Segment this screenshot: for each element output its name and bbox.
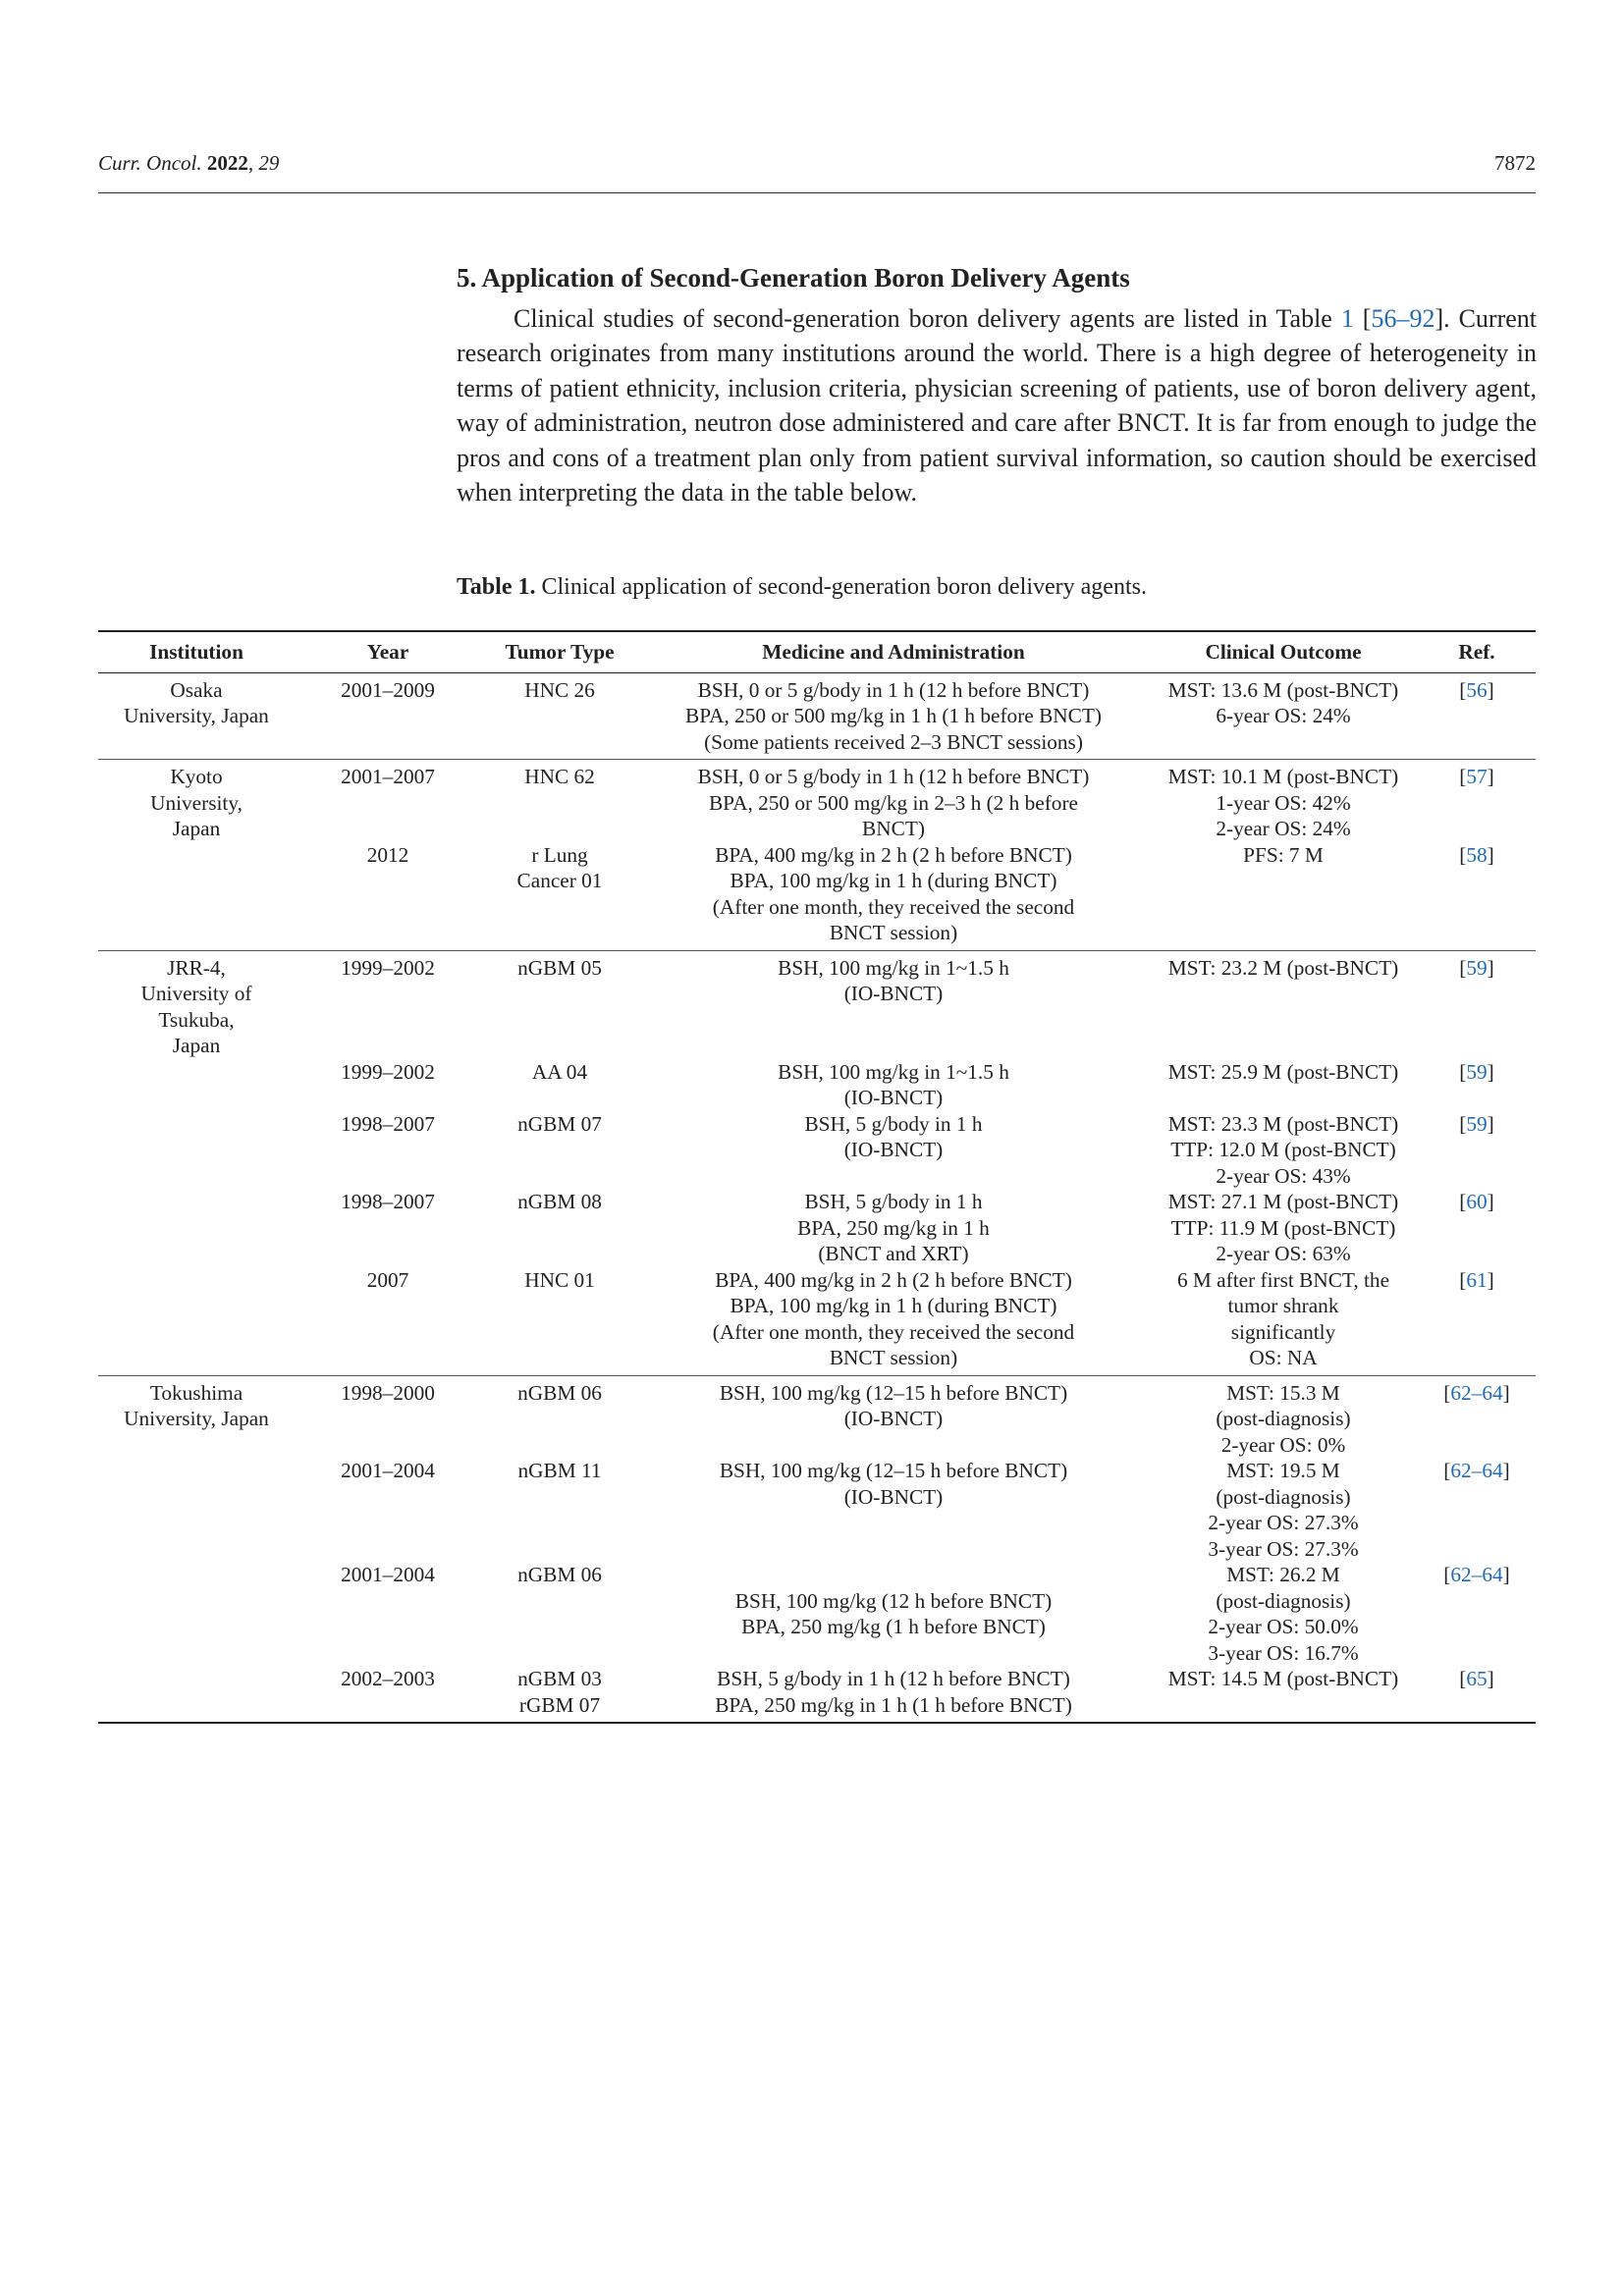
- citation-link[interactable]: 57: [1466, 765, 1488, 788]
- cell-outcome: [1149, 842, 1418, 951]
- cell-tumor-type: [481, 1375, 638, 1458]
- table-row: [98, 1562, 1536, 1666]
- cell-tumor-type: [481, 1189, 638, 1267]
- citation-link[interactable]: 62–64: [1450, 1459, 1503, 1482]
- bracket-close: ].: [1435, 304, 1450, 333]
- cell-line: (IO-BNCT): [843, 982, 944, 1005]
- cell-line: MST: 10.1 M (post-BNCT): [1167, 765, 1399, 788]
- header-medicine: Medicine and Administration: [638, 631, 1149, 672]
- cell-line: 3-year OS: 27.3%: [1208, 1536, 1359, 1561]
- ref-bracket-close: ]: [1487, 1267, 1494, 1292]
- ref-bracket-open: [: [1459, 1267, 1467, 1292]
- cell-ref: [1418, 672, 1536, 760]
- cell-line: BSH, 100 mg/kg in 1~1.5 h: [778, 955, 1009, 980]
- ref-bracket-close: ]: [1502, 1459, 1510, 1482]
- cell-year: 1998–2007: [341, 1111, 435, 1136]
- header-institution: Institution: [98, 631, 295, 672]
- cell-line: HNC 01: [524, 1267, 595, 1292]
- cell-ref: [1418, 1059, 1536, 1111]
- cell-outcome: [1149, 1375, 1418, 1458]
- cell-institution: [98, 1666, 295, 1723]
- cell-year: 2001–2007: [295, 760, 481, 842]
- cell-line: 2-year OS: 63%: [1216, 1242, 1351, 1265]
- cell-ref: [1418, 1111, 1536, 1190]
- ref-bracket-open: [: [1443, 1563, 1451, 1586]
- journal-year: 2022: [206, 151, 248, 175]
- cell-tumor-type: [481, 950, 638, 1059]
- table-row: [98, 1267, 1536, 1376]
- cell-year: 1999–2002: [341, 1059, 435, 1084]
- cell-line: nGBM 05: [517, 955, 602, 980]
- citation-link[interactable]: 62–64: [1450, 1380, 1503, 1405]
- cell-line: (post-diagnosis): [1216, 1407, 1351, 1430]
- table-row: [98, 1375, 1536, 1458]
- ref-bracket-open: [: [1459, 1667, 1467, 1690]
- cell-outcome: [1149, 1059, 1418, 1111]
- cell-line: MST: 13.6 M (post-BNCT): [1167, 677, 1399, 702]
- cell-outcome: [1149, 1111, 1418, 1190]
- cell-line: Japan: [172, 817, 221, 840]
- cell-line: BSH, 100 mg/kg (12–15 h before BNCT): [719, 1380, 1068, 1405]
- ref-bracket-open: [: [1459, 1190, 1467, 1213]
- cell-line: (BNCT and XRT): [818, 1242, 969, 1265]
- citation-link[interactable]: 59: [1466, 955, 1488, 980]
- cell-line: MST: 14.5 M (post-BNCT): [1167, 1667, 1399, 1690]
- cell-line: BPA, 400 mg/kg in 2 h (2 h before BNCT): [715, 842, 1072, 867]
- cell-line: nGBM 06: [517, 1563, 602, 1586]
- section-heading: 5. Application of Second-Generation Boron Delivery Agents: [457, 263, 1130, 293]
- header-clinical-outcome: Clinical Outcome: [1149, 631, 1418, 672]
- ref-bracket-close: ]: [1487, 1190, 1494, 1213]
- cell-outcome: [1149, 1562, 1418, 1666]
- citation-link[interactable]: 59: [1466, 1059, 1488, 1084]
- citation-link[interactable]: 56: [1466, 677, 1488, 702]
- cell-institution: [98, 1111, 295, 1190]
- cell-line: BNCT session): [829, 1346, 958, 1369]
- table-row: [98, 760, 1536, 842]
- cell-institution: [98, 672, 295, 760]
- citation-link[interactable]: 58: [1466, 842, 1488, 867]
- cell-year: 1999–2002: [295, 950, 481, 1059]
- table-1-link[interactable]: 1: [1340, 304, 1354, 333]
- table-row: [98, 950, 1536, 1059]
- cell-line: MST: 23.3 M (post-BNCT): [1167, 1111, 1399, 1136]
- cell-line: tumor shrank: [1227, 1294, 1339, 1317]
- cell-line: BPA, 250 mg/kg in 1 h: [797, 1215, 990, 1240]
- ref-bracket-open: [: [1459, 677, 1467, 702]
- cell-line: BPA, 250 or 500 mg/kg in 1 h (1 h before BNCT): [685, 704, 1102, 727]
- cell-year: 2007: [366, 1267, 409, 1292]
- citation-link[interactable]: 62–64: [1450, 1563, 1503, 1586]
- cell-ref: [1418, 950, 1536, 1059]
- cell-line: BSH, 100 mg/kg (12 h before BNCT): [734, 1588, 1053, 1613]
- ref-bracket-open: [: [1459, 1111, 1467, 1136]
- cell-line: MST: 25.9 M (post-BNCT): [1167, 1059, 1399, 1084]
- cell-line: 2-year OS: 27.3%: [1208, 1511, 1359, 1534]
- cell-line: (After one month, they received the second: [712, 894, 1075, 919]
- cell-line: (IO-BNCT): [843, 1086, 944, 1109]
- section-paragraph: [457, 301, 1537, 509]
- cell-line: MST: 23.2 M (post-BNCT): [1167, 955, 1399, 980]
- table-header-row: [98, 631, 1536, 672]
- cell-line: BSH, 100 mg/kg in 1~1.5 h: [778, 1059, 1009, 1084]
- cell-line: OS: NA: [1249, 1346, 1318, 1369]
- table-row: [98, 1458, 1536, 1562]
- ref-bracket-open: [: [1459, 842, 1467, 867]
- header-year: Year: [295, 631, 481, 672]
- cell-ref: [1418, 760, 1536, 842]
- header-ref: Ref.: [1418, 631, 1536, 672]
- cell-ref: [1418, 842, 1536, 951]
- citation-link-56-92[interactable]: 56–92: [1371, 304, 1435, 333]
- ref-bracket-close: ]: [1487, 842, 1494, 867]
- cell-outcome: [1149, 950, 1418, 1059]
- cell-ref: [1418, 1189, 1536, 1267]
- cell-outcome: [1149, 760, 1418, 842]
- cell-line: (IO-BNCT): [843, 1484, 944, 1509]
- cell-tumor-type: [481, 1562, 638, 1666]
- cell-line: 1-year OS: 42%: [1216, 790, 1351, 815]
- cell-medicine: [638, 842, 1149, 951]
- cell-line: (IO-BNCT): [843, 1138, 944, 1161]
- cell-line: University,: [150, 790, 243, 815]
- caption-label: Table 1.: [457, 574, 536, 600]
- cell-tumor-type: [481, 1111, 638, 1190]
- cell-line: BPA, 100 mg/kg in 1 h (during BNCT): [730, 869, 1057, 892]
- cell-institution: [98, 1458, 295, 1562]
- cell-line: MST: 26.2 M: [1226, 1563, 1340, 1586]
- journal-abbrev: Curr. Oncol.: [98, 151, 202, 175]
- cell-outcome: [1149, 1666, 1418, 1723]
- cell-line: TTP: 11.9 M (post-BNCT): [1170, 1215, 1396, 1240]
- cell-line: 2-year OS: 50.0%: [1208, 1615, 1359, 1638]
- cell-line: BNCT session): [829, 921, 958, 944]
- ref-bracket-close: ]: [1502, 1563, 1510, 1586]
- cell-line: BSH, 5 g/body in 1 h (12 h before BNCT): [717, 1667, 1070, 1690]
- header-tumor-type: Tumor Type: [481, 631, 638, 672]
- cell-line: AA 04: [531, 1059, 588, 1084]
- ref-bracket-open: [: [1459, 765, 1467, 788]
- cell-line: BPA, 250 mg/kg (1 h before BNCT): [741, 1615, 1046, 1638]
- cell-medicine: [638, 1375, 1149, 1458]
- ref-bracket-close: ]: [1487, 955, 1494, 980]
- cell-line: 6-year OS: 24%: [1216, 704, 1351, 727]
- cell-institution: [98, 1189, 295, 1267]
- table-row: [98, 1189, 1536, 1267]
- cell-medicine: [638, 1267, 1149, 1376]
- cell-medicine: [638, 1562, 1149, 1666]
- cell-institution: [98, 842, 295, 951]
- cell-line: rGBM 07: [518, 1692, 601, 1717]
- cell-line: Tsukuba,: [158, 1007, 235, 1032]
- cell-line: University, Japan: [124, 1407, 269, 1430]
- cell-line: Tokushima: [149, 1380, 244, 1405]
- cell-year: 2001–2004: [341, 1459, 435, 1482]
- journal-volume: 29: [258, 151, 280, 175]
- cell-line: 3-year OS: 16.7%: [1208, 1640, 1359, 1665]
- cell-line: BSH, 0 or 5 g/body in 1 h (12 h before BNCT): [697, 765, 1090, 788]
- cell-line: University, Japan: [124, 704, 269, 727]
- ref-bracket-close: ]: [1487, 677, 1494, 702]
- citation-link[interactable]: 59: [1466, 1111, 1488, 1136]
- cell-line: BPA, 100 mg/kg in 1 h (during BNCT): [730, 1294, 1057, 1317]
- table-row: [98, 1111, 1536, 1190]
- cell-line: r Lung: [531, 842, 588, 867]
- ref-bracket-open: [: [1443, 1459, 1451, 1482]
- cell-line: MST: 27.1 M (post-BNCT): [1167, 1190, 1399, 1213]
- cell-line: nGBM 08: [517, 1190, 602, 1213]
- cell-institution: [98, 1375, 295, 1458]
- cell-year: 2001–2009: [341, 677, 435, 702]
- ref-bracket-close: ]: [1502, 1380, 1510, 1405]
- cell-year: 1998–2007: [341, 1190, 435, 1213]
- journal-citation: Curr. Oncol. 2022, 29: [98, 151, 280, 175]
- table-row: [98, 672, 1536, 760]
- cell-year: 2002–2003: [295, 1666, 481, 1723]
- caption-text: Clinical application of second-generation boron delivery agents.: [535, 574, 1147, 600]
- cell-tumor-type: [481, 672, 638, 760]
- cell-line: BPA, 400 mg/kg in 2 h (2 h before BNCT): [715, 1267, 1072, 1292]
- cell-line: 2-year OS: 24%: [1216, 817, 1351, 840]
- table-body: [98, 672, 1536, 1723]
- cell-institution: [98, 950, 295, 1059]
- cell-line: nGBM 03: [517, 1667, 602, 1690]
- cell-line: significantly: [1230, 1319, 1336, 1344]
- cell-line: BNCT): [862, 817, 925, 840]
- cell-line: (IO-BNCT): [843, 1407, 944, 1430]
- cell-line: BSH, 5 g/body in 1 h: [804, 1190, 983, 1213]
- cell-outcome: [1149, 672, 1418, 760]
- cell-outcome: [1149, 1267, 1418, 1376]
- cell-medicine: [638, 1458, 1149, 1562]
- header-rule: [98, 192, 1536, 193]
- cell-medicine: [638, 672, 1149, 760]
- ref-bracket-open: [: [1443, 1380, 1451, 1405]
- cell-institution: [98, 1562, 295, 1666]
- cell-line: nGBM 11: [517, 1459, 602, 1482]
- ref-bracket-close: ]: [1487, 1059, 1494, 1084]
- cell-tumor-type: [481, 1666, 638, 1723]
- cell-line: BPA, 250 or 500 mg/kg in 2–3 h (2 h before: [708, 790, 1079, 815]
- cell-line: nGBM 07: [517, 1111, 602, 1136]
- cell-line: BPA, 250 mg/kg in 1 h (1 h before BNCT): [715, 1692, 1072, 1717]
- citation-link[interactable]: 60: [1466, 1190, 1488, 1213]
- table-row: [98, 1059, 1536, 1111]
- cell-medicine: [638, 1111, 1149, 1190]
- cell-line: PFS: 7 M: [1243, 842, 1324, 867]
- cell-tumor-type: [481, 760, 638, 842]
- cell-medicine: [638, 1189, 1149, 1267]
- section-5: [457, 261, 1537, 509]
- cell-line: MST: 19.5 M: [1226, 1459, 1340, 1482]
- cell-institution: [98, 760, 295, 842]
- table-1: [98, 630, 1536, 1724]
- ref-bracket-open: [: [1459, 1059, 1467, 1084]
- table-row: [98, 1666, 1536, 1723]
- cell-line: Osaka: [170, 677, 223, 702]
- cell-outcome: [1149, 1458, 1418, 1562]
- bracket-open: [: [1353, 304, 1372, 333]
- page-header: [98, 151, 1536, 181]
- cell-medicine: [638, 950, 1149, 1059]
- table-caption: [457, 574, 1147, 601]
- cell-medicine: [638, 760, 1149, 842]
- cell-tumor-type: [481, 842, 638, 951]
- ref-bracket-close: ]: [1487, 1667, 1494, 1690]
- cell-medicine: [638, 1666, 1149, 1723]
- cell-line: JRR-4,: [167, 955, 226, 980]
- cell-ref: [1418, 1562, 1536, 1666]
- cell-year: 1998–2000: [295, 1375, 481, 1458]
- cell-ref: [1418, 1267, 1536, 1376]
- cell-line: University of: [140, 982, 252, 1005]
- citation-link[interactable]: 61: [1466, 1267, 1488, 1292]
- para-intro: Clinical studies of second-generation boron delivery agents are listed in Table: [514, 304, 1341, 333]
- cell-line: Cancer 01: [516, 869, 603, 892]
- cell-line: (After one month, they received the second: [712, 1319, 1075, 1344]
- cell-outcome: [1149, 1189, 1418, 1267]
- cell-year: 2001–2004: [341, 1563, 435, 1586]
- cell-line: 2-year OS: 0%: [1220, 1432, 1346, 1457]
- cell-line: (Some patients received 2–3 BNCT sessions): [704, 729, 1083, 754]
- cell-medicine: [638, 1059, 1149, 1111]
- cell-line: Kyoto: [170, 765, 223, 788]
- cell-line: 6 M after first BNCT, the: [1176, 1267, 1390, 1292]
- cell-line: TTP: 12.0 M (post-BNCT): [1170, 1138, 1396, 1161]
- cell-ref: [1418, 1458, 1536, 1562]
- ref-bracket-close: ]: [1487, 765, 1494, 788]
- cell-tumor-type: [481, 1059, 638, 1111]
- cell-tumor-type: [481, 1267, 638, 1376]
- cell-line: BSH, 0 or 5 g/body in 1 h (12 h before BNCT): [697, 677, 1090, 702]
- cell-line: BSH, 100 mg/kg (12–15 h before BNCT): [719, 1459, 1068, 1482]
- cell-tumor-type: [481, 1458, 638, 1562]
- cell-line: (post-diagnosis): [1216, 1484, 1351, 1509]
- page-number: 7872: [1494, 151, 1536, 175]
- cell-line: HNC 26: [524, 677, 595, 702]
- cell-line: [642, 1562, 1145, 1588]
- cell-institution: [98, 1059, 295, 1111]
- cell-line: nGBM 06: [517, 1380, 602, 1405]
- cell-line: 2-year OS: 43%: [1216, 1163, 1351, 1188]
- cell-line: MST: 15.3 M: [1226, 1380, 1340, 1405]
- cell-line: HNC 62: [524, 765, 595, 788]
- table-row: [98, 842, 1536, 951]
- cell-ref: [1418, 1666, 1536, 1723]
- ref-bracket-open: [: [1459, 955, 1467, 980]
- citation-link[interactable]: 65: [1466, 1667, 1488, 1690]
- cell-line: Japan: [172, 1034, 221, 1057]
- cell-year: 2012: [366, 842, 409, 867]
- ref-bracket-close: ]: [1487, 1111, 1494, 1136]
- cell-line: BSH, 5 g/body in 1 h: [804, 1111, 983, 1136]
- cell-institution: [98, 1267, 295, 1376]
- cell-line: (post-diagnosis): [1216, 1588, 1351, 1613]
- cell-ref: [1418, 1375, 1536, 1458]
- para-body: Current research originates from many institutions around the world. There is a high degree of heterogeneity in terms of patient ethnicity, inclusion criteria, physician screening of patients, use of boron delivery agent, way of administration, neutron dose administered and care after BNCT. It is far from enough to judge the pros and cons of a treatment plan only from patient survival information, so caution should be exercised when interpreting the data in the table below.: [457, 304, 1537, 507]
